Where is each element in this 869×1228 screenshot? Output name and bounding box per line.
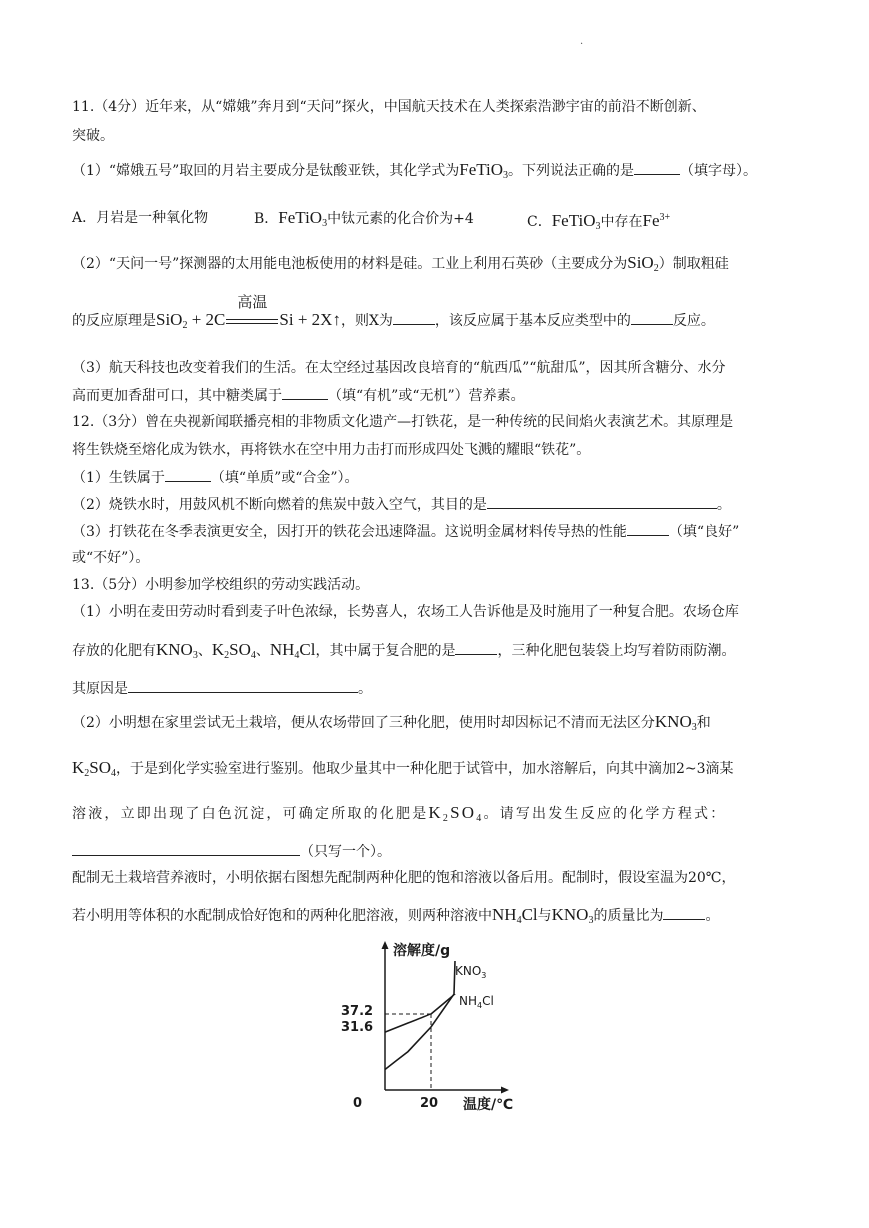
q13-part3-cont [72,905,719,931]
q12-part2-text: （2）烧铁水时，用鼓风机不断向燃着的焦炭中鼓入空气，其目的是 [72,497,487,513]
q11-option-c [527,208,670,237]
x-axis-arrow [501,1087,509,1094]
answer-blank[interactable] [282,385,328,400]
q13-part1-text2: ，其中属于复合肥的是 [315,643,456,659]
formula-fetio3: FeTiO$_3$ [459,160,509,181]
q11-part3: （3）航天科技也改变着我们的生活。在太空经过基因改良培育的“航西瓜”“航甜瓜”，因其所含糖分、水分 [72,360,726,376]
q11-part2-text2: ）制取粗硅 [658,256,729,272]
x-axis-label: 温度/℃ [463,1097,514,1113]
q12-part1 [72,467,359,488]
formula-k2so4: $K_2SO_4$ [72,758,117,779]
y-tick-label: 37.2 [341,1004,374,1019]
q11-heading: 11.（4分）近年来，从“嫦娥”奔月到“天问”探火，中国航天技术在人类探索浩渺宇宙的前沿不断创新、 [72,99,706,115]
q13-part2-text4: 。请写出发生反应的化学方程式： [483,806,727,822]
formula-fetio3: FeTiO$_3$ [278,208,328,229]
q11-part1-text2: 。下列说法正确的是 [508,163,635,179]
formula-nh4cl: $NH_4Cl$ [492,905,538,926]
q12-part1-text: （1）生铁属于 [72,470,165,486]
answer-blank[interactable] [455,640,497,655]
q12-part3 [72,521,739,542]
formula-kno3: $KNO_3$ [156,640,198,661]
q13-part2-text3: 溶液，立即出现了白色沉淀，可确定所取的化肥是 [72,806,429,822]
q13-part1-cont [72,640,735,666]
q13-part3-text: 若小明用等体积的水配制成恰好饱和的两种化肥溶液，则两种溶液中 [72,908,492,924]
q11-part1-tail: （填字母）。 [680,163,758,179]
formula-nh4cl: $NH_4Cl$ [269,640,316,661]
q13-heading: 13.（5分）小明参加学校组织的劳动实践活动。 [72,577,370,593]
series-line-kno3 [385,961,455,1069]
reaction-condition [226,293,278,331]
answer-blank[interactable] [631,310,673,325]
formula-kno3: $KNO_3$ [654,712,697,733]
q13-part2-note: （只写一个）。 [300,844,391,860]
answer-blank[interactable] [663,905,705,920]
q13-reason-tail: 。 [358,681,372,697]
q13-part2-and: 和 [696,715,711,731]
q13-part3-tail: 。 [705,908,720,924]
formula-k2so4: $K_2SO_4$ [211,640,256,661]
formula-sio2: SiO$_2$ [627,253,659,274]
q13-part2-text2: ，于是到化学实验室进行鉴别。他取少量其中一种化肥于试管中，加水溶解后，向其中滴加2~3滴某 [116,761,734,777]
q11-part2-text: （2）“天问一号”探测器的太用能电池板使用的材料是硅。工业上利用石英砂（主要成分为 [72,256,628,272]
solubility-chart [335,935,535,1115]
q12-part3-cont: 或“不好”）。 [72,550,150,566]
q11-part3-cont [72,385,525,406]
option-b-label: B． [254,211,279,227]
legend-kno3: $KNO_3$ [455,964,487,980]
q13-part2-cont [72,758,734,784]
formula-k2so4: $K_2SO_4$ [428,803,484,824]
option-c-text: 中存在 [600,214,643,230]
y-axis-arrow [382,941,389,949]
answer-blank[interactable] [72,841,300,856]
q13-part3-text2: 的质量比为 [593,908,664,924]
q12-heading-cont: 将生铁烧至熔化成为铁水，再将铁水在空中用力击打而形成四处飞溅的耀眼“铁花”。 [72,442,591,458]
q12-part2 [72,494,731,515]
q12-part3-text: （3）打铁花在冬季表演更安全，因打开的铁花会迅速降温。这说明金属材料传导热的性能 [72,524,627,540]
q13-part3: 配制无土栽培营养液时，小明依据右图想先配制两种化肥的饱和溶液以备后用。配制时，假设室温为20℃， [72,870,736,886]
equation-left: SiO$_2$ + 2C [156,310,226,331]
q12-heading: 12.（3分）曾在央视新闻联播亮相的非物质文化遗产—打铁花，是一种传统的民间焰火表演艺术。其原理是 [72,414,734,430]
q13-part1-text: 存放的化肥有 [72,643,156,659]
chart-series [385,961,455,1090]
legend-nh4cl: $NH_4Cl$ [459,994,494,1010]
reaction-question: ，则X为 [340,313,393,329]
y-tick-label: 31.6 [341,1020,374,1035]
q13-part2 [72,712,711,738]
x-tick-label: 0 [353,1096,363,1111]
q13-part1: （1）小明在麦田劳动时看到麦子叶色浓绿，长势喜人，农场工人告诉他是及时施用了一种复合肥。农场仓库 [72,604,739,620]
equals-sign [226,319,278,324]
formula-fetio3: FeTiO$_3$ [551,211,601,232]
y-axis-label: 溶解度/g [393,943,451,959]
option-b-text: 中钛元素的化合价为+4 [327,211,474,227]
q11-part2 [72,253,729,279]
header-mark: . [580,36,584,47]
q11-part2-reaction [72,293,715,336]
q12-part2-tail: 。 [716,497,731,513]
q12-part3-tail: （填“良好” [668,524,740,540]
q13-reason-label: 其原因是 [72,681,128,697]
q11-part1-text: （1）“嫦娥五号”取回的月岩主要成分是钛酸亚铁，其化学式为 [72,163,460,179]
answer-blank[interactable] [393,310,435,325]
reaction-tail: 反应。 [672,313,715,329]
chart-axes [382,941,510,1094]
q11-heading-cont: 突破。 [72,128,114,144]
answer-blank[interactable] [627,521,669,536]
q13-part2-text: （2）小明想在家里尝试无土栽培，便从农场带回了三种化肥，使用时却因标记不清而无法区分 [72,715,655,731]
separator: 、 [255,643,270,659]
reaction-intro: 的反应原理是 [72,313,156,329]
formula-fe-ion: $Fe^{3+}$ [642,211,671,230]
q12-part1-tail: （填“单质”或“合金”）。 [210,470,359,486]
q11-option-b [254,208,474,234]
q11-option-a: A．月岩是一种氧化物 [72,210,209,226]
q13-part2-equation [72,841,391,862]
equation-right: Si + 2X↑ [279,310,341,329]
condition-high-temp: 高温 [237,293,268,311]
answer-blank[interactable] [634,160,680,175]
answer-blank[interactable] [487,494,717,509]
formula-kno3: $KNO_3$ [551,905,594,926]
q13-part1-reason [72,678,372,699]
series-line-nh4cl [385,994,455,1032]
q11-part3-text: 高而更加香甜可口，其中糖类属于 [72,388,282,404]
separator: 、 [197,643,212,659]
q11-part3-tail: （填“有机”或“无机”）营养素。 [328,388,525,404]
x-tick-label: 20 [420,1096,439,1111]
answer-blank[interactable] [128,678,358,693]
q13-part3-and: 与 [537,908,552,924]
option-c-label: C． [527,214,552,230]
q11-part1 [72,160,757,186]
reaction-question2: ，该反应属于基本反应类型中的 [434,313,631,329]
answer-blank[interactable] [165,467,211,482]
q13-part1-tail: ，三种化肥包装袋上均写着防雨防潮。 [497,643,736,659]
q13-part2-result [72,803,726,829]
